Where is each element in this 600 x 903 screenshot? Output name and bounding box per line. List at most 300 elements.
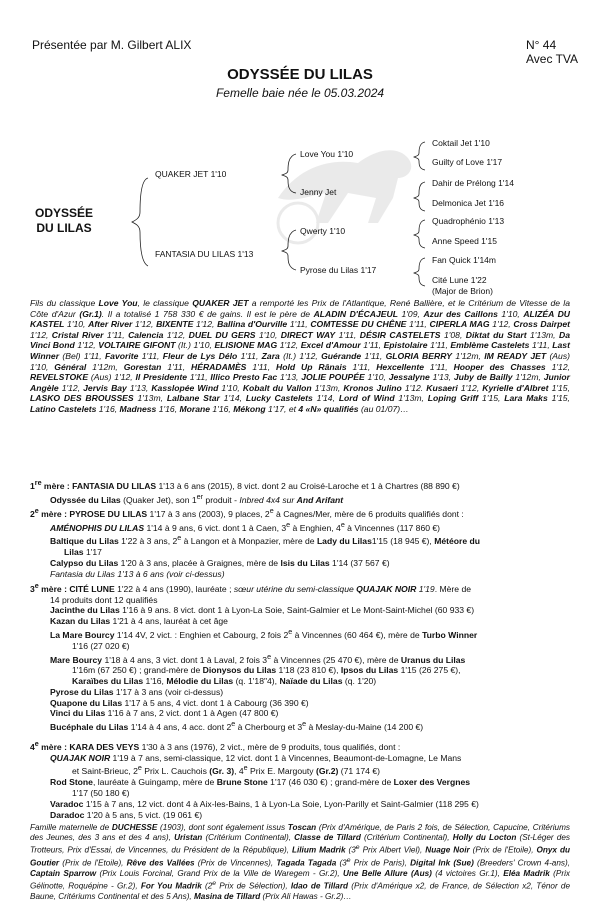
text-run: (Gr. 3) [209,766,235,777]
text-run: DUCHESSE [111,823,158,832]
offspring: ELISIONE MAG [214,340,278,351]
text: 1'12. [401,382,427,393]
text: 1'12, [30,329,52,340]
text: a remporté les Prix de l'Atlantique, René Ballière, et le Critérium de Vitesse de la Côte d'Azur [30,298,570,319]
produce-line [30,687,570,698]
produce-line-cont: 1'17 (50 180 €) [72,787,130,798]
offspring: DÉSIR CASTELETS [359,329,441,340]
text-run: 1'18 (23 810 €), [276,665,341,676]
text-run: QUAJAK NOIR [356,583,417,594]
text-run: Bucéphale du Lilas [50,722,129,732]
text-run: Rod Stone [50,777,93,788]
text-run: 1'17 à 5 ans, 4 vict. dont 1 à Cabourg (36 390 €) [122,697,309,708]
text: 1'10, [497,308,524,319]
text-run: Classe de Tillard [294,833,361,843]
offspring: Il Presidente [135,372,188,383]
text-run: e [137,764,142,773]
offspring: Ballina d'Ourville [217,319,288,330]
text-run: 1'19 à 7 ans, semi-classique, 12 vict. dont 1 à Vincennes, Beaumont-de-Lomagne, Le Mans [110,752,462,763]
offspring: ALIZÉA DU KASTEL [30,308,570,330]
fourth-dam-section [30,739,570,820]
text: 1'15, [478,393,505,404]
text-run: Vinci du Lilas [50,708,106,719]
text-run: produit - [203,494,240,505]
offspring: Hold Up Rânais [276,361,347,372]
text-run: Isis du Lilas [280,557,330,568]
text-run: 1'13 à 6 ans (2015), 8 vict. dont 2 au Croisé-Laroche et 1 à Chartres (88 890 €) [156,480,460,491]
text-run: (71 174 €) [338,766,380,777]
text: 1'10, [364,372,389,383]
text-run: (Prix Louis Forcinal, Grand Prix de la Ville de Waregem - Gr.2), [96,869,343,879]
produce-line [30,810,570,821]
text-run: mère : KARA DES VEYS [38,741,140,752]
text-run: (4 victoires Gr.1), [431,869,504,879]
pedigree-g4-4: Delmonica Jet 1'16 [432,198,505,208]
text-run: e [286,520,291,529]
offspring: Cross Dairpet [513,319,571,330]
produce-line-cont [30,665,570,676]
produce-line [30,558,570,569]
text-run: (Prix d'Amérique, de Paris 2 fois, de Sélection, Capucine, Critériums des Jeunes, des 3 ans et des 4 ans), [30,823,570,843]
text: 1'11, [361,350,386,361]
text: 1'12, [193,319,218,330]
offspring: Loping Griff [427,393,479,404]
text-run: 1'15 (26 275 €), [398,665,461,676]
offspring: REVELSTOKE [30,372,89,383]
text: 1'12m, [86,361,124,372]
maternal-family-paragraph [30,823,570,903]
pedigree-horse-name [32,206,96,236]
third-dam-line [30,581,570,595]
text: 1'10, [64,319,89,330]
text-run: Une Belle Allure (Aus) [342,869,432,879]
offspring: Général [54,361,87,372]
text: 1'09, [397,308,424,319]
text-run: 1'15 à 7 ans, 12 vict. dont 4 à Aix-les-Bains, 1 à Lyon-La Soie, Lyon-Parilly et Saint-Galmier (118 295 €) [83,798,479,809]
text-run: (3 [345,846,356,856]
text: 1'12, [457,382,483,393]
text: 1'11, [246,361,277,372]
text-run: Pyrose du Lilas [50,686,114,697]
offspring: Hexcellente [376,361,424,372]
offspring: CIPERLA MAG [429,319,490,330]
text-run: 1'16 à 9 ans. 8 vict. dont 1 à Lyon-La Soie, Saint-Galmier et Le Mont-Saint-Michel (60 933 €) [119,605,475,616]
text-run: Naïade du Lilas [279,675,343,686]
text-run: Mélodie du Lilas [166,675,234,686]
text-run: 1'14 à 4 ans, 4 acc. dont 2 [128,722,232,732]
text: 1'10, [255,329,281,340]
offspring: Latino Castelets [30,403,97,414]
pedigree-dam: FANTASIA DU LILAS 1'13 [155,249,254,259]
text-run: ; grand-mère de [136,665,203,676]
text-run: Lilium Madrik [292,846,346,856]
text: 1'12, [132,319,157,330]
text-run: Eléa Madrik [503,869,550,879]
text-run: And Arifant [296,494,344,505]
text: 1'11, [346,361,377,372]
text: 1'12, [277,340,301,351]
offspring: Da Vinci Bond [30,329,570,351]
fourth-dam-line [30,739,570,753]
text-run: For You Madrik [140,882,202,892]
text-run: 1'22 à 4 ans (1990), lauréate ; [114,583,234,594]
dam-label [30,481,156,491]
text-run: 1'15 (18 945 €), [371,536,435,547]
text-run: Prix de Paris), [350,859,411,869]
offspring: Hooper des Chasses [453,361,546,372]
offspring: Junior Angèle [30,372,570,393]
text: 1'11, [187,372,211,383]
text-run: à Enghien, 4 [290,522,341,533]
text-run: Prix de Sélection), [216,882,291,892]
pedigree-dam-sire: Qwerty 1'10 [300,226,346,236]
text: 1'11, [529,340,553,351]
text: 1'11, [423,361,454,372]
first-dam-section [30,478,570,505]
offspring: JOLIE POUPÉE [301,372,365,383]
offspring: Kronos Julino [343,382,402,393]
offspring: Favorite [104,350,139,361]
text-run: e [212,880,217,888]
pedigree-g4-1: Coktail Jet 1'10 [432,138,490,148]
text: 1'13m, [133,393,167,404]
text: 1'16, [210,403,234,414]
text-run: 1'14 (37 567 €) [329,557,390,568]
text-run: Tagada Tagada [276,859,337,869]
produce-line [30,753,570,764]
pedigree-sire-dam: Jenny Jet [300,187,337,197]
offspring: Last Winner [30,340,570,361]
offspring: HÉRADAMÈS [191,361,247,372]
text-run: Calypso du Lilas [50,557,119,568]
offspring: Lucky Castelets [245,393,313,404]
text-run: Kazan du Lilas [50,616,111,627]
offspring: Lara Maks [504,393,548,404]
text-run: Lilas [64,546,84,557]
offspring: Gorestan [123,361,162,372]
text-run: 1'30 à 3 ans (1976), 2 vict., mère de 9 produits, tous qualifiés, dont : [139,741,401,752]
text: 1'11, [138,350,163,361]
text-run: Ipsos du Lilas [340,665,399,676]
text-run: mère : FANTASIA DU LILAS [41,480,157,491]
offspring: Madness [119,403,157,414]
text-run: (Prix d'Amérique x2, de France, de Sélection x2, Ténor de Baune, Critériums Continental et des 5 Ans), [30,882,571,902]
text-run: (Quaker Jet), son 1 [120,494,197,505]
text-run: 1'16, [143,675,167,686]
produce-line [30,492,570,506]
text: 1'11, [360,340,384,351]
text-run: (Prix Ali Hawas - Gr.2)… [260,892,352,902]
offspring: Fleur de Lys Délo [162,350,238,361]
text-run: mère : CITÉ LUNE [38,583,115,594]
text: 1'13, [126,382,152,393]
text: 1'15, [548,382,570,393]
produce-line-cont [30,676,570,687]
text: 1'13, [429,372,454,383]
text: (Aus) 1'10, [30,350,570,372]
text-run [30,584,115,594]
offspring: GLORIA BERRY [385,350,452,361]
produce-line [30,708,570,719]
produce-line [30,719,570,733]
text-run: Daradoc [50,809,85,820]
text-run: 1'14 à 9 ans, 6 vict. dont 1 à Caen, 3 [144,522,287,533]
offspring: Mékong [233,403,266,414]
text-run: Nuage Noir [425,846,470,856]
text-run: Dionysos du Lilas [202,665,277,676]
horse-title: ODYSSÉE DU LILAS [227,66,373,83]
text-run: (q. 1'20) [342,675,377,686]
offspring: IM READY JET [484,350,547,361]
produce-line-cont: 1'16 (27 020 €) [72,640,130,651]
text-run: Toscan [287,823,317,832]
text-run: Onyx du Goutier [30,846,570,869]
text-run: Baltique du Lilas [50,536,119,547]
text: 1'16, [96,403,120,414]
text-run: 4 [30,741,35,752]
horse-description: Femelle baie née le 05.03.2024 [215,86,385,100]
produce-count: 14 produits dont 12 qualifiés [50,594,158,605]
produce-line [30,605,570,616]
offspring: Zara [261,350,280,361]
text-run: Prix L. Cauchois [141,766,210,777]
pedigree-dam-dam: Pyrose du Lilas 1'17 [300,265,377,275]
text-run: Idao de Tillard [290,882,349,892]
text-run: Holly du Locton [452,833,517,843]
text-run: Uristan [174,833,203,843]
text: 1'12, [163,329,189,340]
text-run: Karaïbes du Lilas [72,675,144,686]
text-run: (St-Léger des Trotteurs, Prix d'Essai, de Vincennes, du Président de la République), [30,833,570,856]
text-run: Rêve des Vallées [126,859,195,869]
text-run: e [34,740,39,748]
text-run: (Prix de l'Etoile), [469,846,537,856]
text: 1'13m, [394,393,428,404]
produce-line-cont [30,763,570,777]
text: 1'14, [219,393,246,404]
offspring: Excel d'Amour [300,340,361,351]
offspring: Cristal River [51,329,104,340]
text: , le classique [137,298,193,308]
offspring: Diktat du Start [465,329,527,340]
text: 1'08, [440,329,466,340]
sire-ref: QUAKER JET [192,298,249,308]
text-run: re [34,479,42,487]
text: (Aus) 1'12, [88,372,136,383]
text: 1'11, [406,319,430,330]
text-run: à Cagnes/Mer, mère de 6 produits qualifiés dont : [273,508,464,519]
offspring: Juby de Bailly [453,372,513,383]
text-run: QUAJAK NOIR [50,752,111,763]
second-dam-line [30,506,570,520]
text-run: e [269,507,274,515]
text-run: e [346,857,351,865]
text: 1'10, [218,382,243,393]
text-run: mère : PYROSE DU LILAS [38,508,148,519]
offspring: COMTESSE DU CHÊNE [310,319,407,330]
text-run: Lady du Lilas [316,536,372,547]
text-run: à Cherbourg et 3 [235,722,303,732]
text-run: 1'13 à 6 ans (voir ci-dessus) [114,568,225,579]
presenter-text: Présentée par M. Gilbert ALIX [32,38,192,52]
text: 1'11, [103,329,129,340]
text-run: 1'18 à 4 ans, 3 vict. dont 1 à Laval, 2 fois 3 [102,654,268,665]
text-run: (Gr.2) [315,766,339,777]
text-run: 1 [30,480,35,491]
text-run: 1'17 (46 030 €) ; grand-mère de [267,777,394,788]
text-run: et Saint-Brieuc, 2 [72,766,138,777]
produce-line-cont [30,547,570,558]
text-run [30,509,147,519]
text: 1'11, [335,329,360,340]
text-run: (Prix Gélinotte, Roquépine - Gr.2), [30,869,571,892]
offspring-count: 4 «N» qualifiés [298,403,359,414]
third-dam-section [30,581,570,733]
text-run: (Critérium Continental), [202,833,295,843]
text-run: (q. 1'18"4), [233,675,280,686]
text-run: . Mère de [434,583,472,594]
text-run: e [243,764,248,773]
offspring: Calencia [128,329,164,340]
text-run: , lauréate à Guingamp, mère de [92,777,217,788]
text: 1'13, [277,372,302,383]
text: 1'11, [161,361,192,372]
produce-line [30,777,570,788]
offspring: Jervis Bay [83,382,127,393]
offspring: Kobalt du Vallon [242,382,312,393]
produce-line [30,520,570,534]
text-run: à Meslay-du-Maine (14 200 €) [306,722,424,732]
offspring: Illico Presto Fac [210,372,278,383]
text: 1'12, [58,382,84,393]
text-run: (1903), dont sont également issus [157,823,288,832]
text-run: Captain Sparrow [30,869,97,879]
vat-label: Avec TVA [526,52,579,66]
text-run: Famille maternelle de [30,823,112,832]
text-run: Quapone du Lilas [50,697,123,708]
text-run: er [196,492,204,501]
text-run: AMÉNOPHIS DU LILAS [50,522,145,533]
offspring: DUEL DU GERS [188,329,256,340]
text-run: Brune Stone [216,777,268,788]
offspring: Guérande [321,350,362,361]
pedigree-g4-5: Quadrophénio 1'13 [432,216,505,226]
text-run: 1'20 à 3 ans, placée à Graignes, mère de [118,557,281,568]
pedigree-sire-sire: Love You 1'10 [300,149,354,159]
text-run: à Vincennes (25 470 €), mère de [271,654,401,665]
sire-sire-ref: Love You [98,298,138,308]
sire-paragraph [30,298,570,415]
text: 1'12m, [512,372,544,383]
text-run: 1'20 à 5 ans, 5 vict. (19 061 €) [84,809,203,820]
offspring: DIRECT WAY [280,329,336,340]
text-run: 3 [30,583,35,594]
text-run: à Vincennes (60 464 €), mère de [292,629,423,640]
text-run: 1'17 [83,546,102,557]
text: (It.) 1'12, [279,350,322,361]
text: 1'12m, [452,350,485,361]
text-run: Masina de Tillard [193,892,261,902]
pedigree-g4-2: Guilty of Love 1'17 [432,157,503,167]
text-run: 1'21 à 4 ans, lauréat à cet âge [110,616,228,627]
text-run: Prix Albert Viel), [359,846,426,856]
text-run: e [177,534,182,543]
text-run: (Prix de Vincennes), [194,859,277,869]
pedigree-g4-8-note: (Major de Brion) [432,286,493,296]
text-run: 1'17 à 3 ans (voir ci-dessus) [113,686,224,697]
text-run: sœur utérine du semi-classique [233,583,357,594]
offspring: Emblème Castelets [450,340,530,351]
text: 1'12, [74,340,99,351]
produce-line [30,799,570,810]
text-run: (2 [201,882,213,892]
text-run: Prix E. Margouty [247,766,316,777]
offspring: LASKO DES BROUSSES [30,393,134,404]
offspring: Morane [179,403,211,414]
offspring: Lord of Wind [338,393,395,404]
pedigree-g4-8: Cité Lune 1'22 [432,275,487,285]
text-run: Météore du [434,536,481,547]
text-run: e [267,652,272,661]
second-dam-section [30,506,570,579]
text-run: e [355,844,360,852]
text-run: La Mare Bourcy [50,629,115,640]
produce-line [30,652,570,666]
text: (au 01/07)… [358,403,409,414]
text: 1'12, [489,319,514,330]
text-run: , 4 [234,766,244,777]
text-run: Inbred 4x4 sur [239,494,297,505]
text-run: Jacinthe du Lilas [50,605,120,616]
text-run: (3 [336,859,347,869]
text-run: à Vincennes (117 860 €) [344,522,441,533]
produce-line [30,616,570,627]
text-run: 1'19 [416,583,435,594]
first-dam-line [30,478,570,492]
offspring: Lalbane Star [166,393,220,404]
text: . Il a totalisé 1 758 330 € de gains. Il est le père de [101,308,314,319]
text: 1'15, [547,393,570,404]
text-run: 2 [30,508,35,519]
text: (Bel) 1'11, [59,350,105,361]
text-run: e [288,628,293,637]
offspring: Jessalyne [388,372,430,383]
text: 1'11, [287,319,311,330]
text-run: Mare Bourcy [50,654,103,665]
offspring: Kusaeri [426,382,458,393]
horse-name-line2: DU LILAS [36,221,92,235]
text-run: Loxer des Vergnes [393,777,471,788]
offspring: After River [88,319,133,330]
text: 1'17, et [265,403,299,414]
offspring: BIXENTE [156,319,194,330]
text-run: 1'16 à 7 ans, 2 vict. dont 1 à Agen (47 800 €) [105,708,279,719]
text-run: Fantasia du Lilas [50,568,115,579]
horse-name-line1: ODYSSÉE [34,206,94,220]
offspring: Epistolaire [383,340,428,351]
text: 1'11, [237,350,262,361]
text-run: Digital Ink (Sue) [410,859,474,869]
text-run: 1'17 à 3 ans (2003), 9 places, 2 [147,508,270,519]
text: (It.) 1'10, [175,340,215,351]
text-run: e [231,720,236,729]
text-run: Turbo Winner [422,629,478,640]
grade: (Gr.1) [79,308,102,319]
text: 1'13m, [526,329,559,340]
text-run: à Langon et à Monpazier, mère de [181,536,317,547]
pedigree-g4-7: Fan Quick 1'14m [432,255,496,265]
text: Fils du classique [30,298,99,308]
